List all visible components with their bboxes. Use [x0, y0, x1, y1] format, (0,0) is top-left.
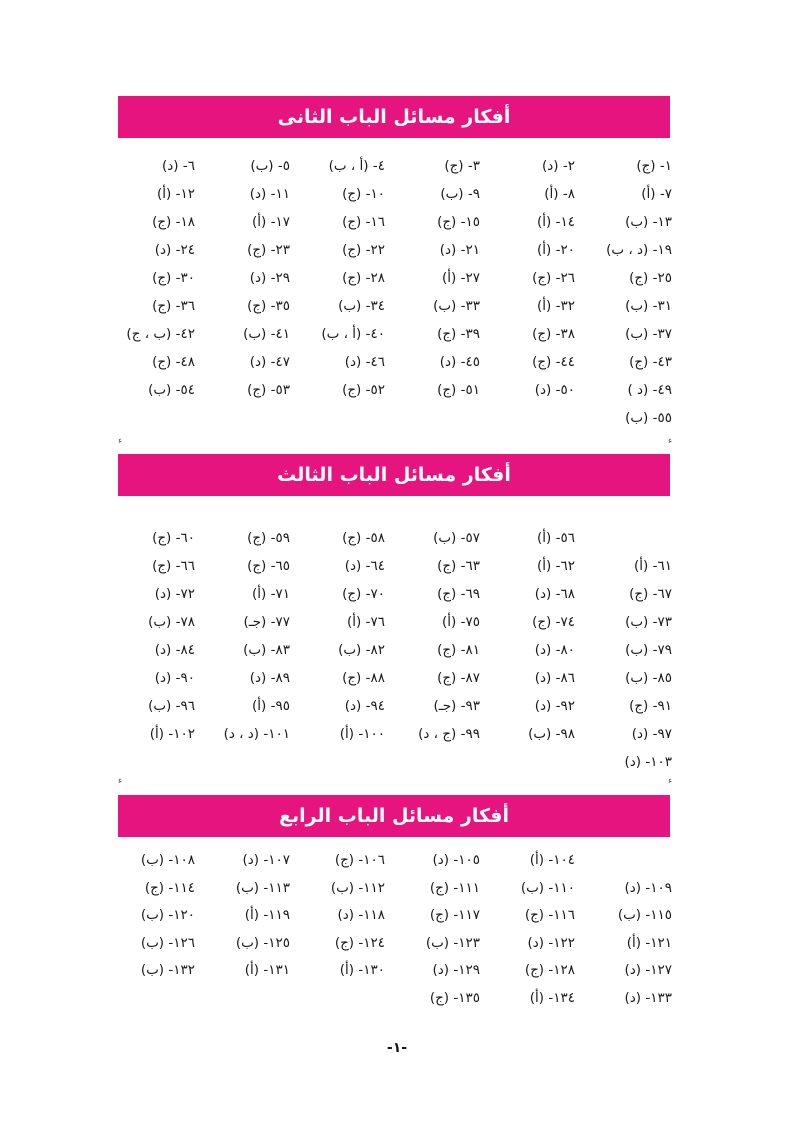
answer-item: ٢٣- (ج): [247, 242, 290, 258]
answer-item: ٤٤- (ج): [532, 354, 575, 370]
answer-item: ٦٤- (د): [344, 558, 385, 574]
answer-item: ١٠٦- (ج): [334, 852, 385, 868]
page-number: -١-: [386, 1040, 408, 1056]
answer-item: ٦٦- (ج): [152, 558, 195, 574]
answer-item: ١٣١- (أ): [244, 962, 290, 978]
answer-item: ١٨- (ج): [152, 214, 195, 230]
answer-item: ١١٦- (ج): [524, 907, 575, 923]
answer-item: ٢٦- (ج): [532, 270, 575, 286]
answer-item: ١٢٢- (د): [527, 934, 575, 951]
answer-item: ٧٦- (أ): [347, 614, 385, 630]
answer-item: ٣٦- (ج): [152, 298, 195, 314]
section-title-chapter-4: أفكار مسائل الباب الرابع: [118, 795, 670, 837]
answer-item: ٨٦- (د): [534, 670, 575, 686]
answer-item: ٥- (ب): [250, 158, 290, 174]
answer-item: ١١٥- (ب): [617, 907, 672, 923]
answer-item: ١٢٣- (ب): [425, 934, 480, 951]
answer-item: ٥٥- (ب): [625, 410, 672, 426]
answer-item: ٣١- (ب): [625, 298, 672, 314]
answer-item: ١٢- (أ): [157, 186, 195, 202]
answer-item: ١١٢- (ب): [330, 879, 385, 896]
answer-item: ٤٢- (ب ، ج): [126, 326, 195, 342]
answer-item: ٥٦- (أ): [537, 530, 575, 546]
section-title-chapter-2: أفكار مسائل الباب الثانى: [118, 96, 670, 138]
answer-item: ٤٧- (د): [249, 354, 290, 370]
answer-item: ٢٤- (د): [154, 242, 195, 258]
answer-item: ٧٨- (ب): [148, 614, 195, 630]
answer-item: ٨٧- (ج): [437, 670, 480, 686]
answer-item: ١٩- (د ، ب): [606, 242, 672, 258]
answer-item: ١٧- (أ): [252, 214, 290, 230]
answer-item: ٧٧- (جـ): [243, 614, 290, 630]
answer-item: ٢٨- (ج): [342, 270, 385, 286]
corner-mark: ء: [118, 776, 123, 786]
answer-item: ٤- (أ ، ب): [328, 158, 385, 174]
answer-item: ٩٤- (د): [344, 698, 385, 714]
answer-item: ١١٨- (د): [337, 907, 385, 923]
answer-item: ٧٠- (ج): [342, 586, 385, 602]
answer-item: ١٣- (ب): [625, 214, 672, 230]
corner-mark: ء: [118, 436, 123, 446]
answer-item: ٤٣- (ج): [629, 354, 672, 370]
answer-item: ٩٥- (أ): [252, 698, 290, 714]
answer-item: ٧٤- (ج): [532, 614, 575, 630]
answer-item: ١٠١- (د ، د): [223, 726, 290, 742]
answer-item: ٨٠- (د): [534, 642, 575, 658]
answer-item: ٣٤- (ب): [338, 298, 385, 314]
answer-item: ١٣٠- (أ): [339, 962, 385, 978]
answer-item: ٣٨- (ج): [532, 326, 575, 342]
answer-item: ١١- (د): [249, 186, 290, 202]
answer-item: ١٢٧- (د): [624, 962, 672, 978]
answer-item: ٦٧- (ج): [629, 586, 672, 602]
answer-item: ١٠٥- (د): [432, 852, 480, 868]
answer-item: ١١٩- (أ): [244, 907, 290, 923]
answer-item: ٧٣- (ب): [625, 614, 672, 630]
answer-item: ١٣٤- (أ): [529, 989, 575, 1006]
answer-item: ١٠- (ج): [342, 186, 385, 202]
answer-item: ٩٧- (د): [631, 726, 672, 742]
answer-item: ٩٦- (ب): [148, 698, 195, 714]
answer-item: ٩٩- (ج ، د): [418, 726, 480, 742]
answer-item: ٦١- (أ): [634, 558, 672, 574]
answer-item: ٣٩- (ج): [437, 326, 480, 342]
answer-item: ٢٥- (ج): [629, 270, 672, 286]
answer-item: ٥٤- (ب): [148, 382, 195, 398]
answer-item: ٢٠- (أ): [537, 242, 575, 258]
answer-item: ٦٢- (أ): [537, 558, 575, 574]
answer-item: ٣٣- (ب): [433, 298, 480, 314]
answer-item: ٩١- (ج): [629, 698, 672, 714]
answer-item: ٨- (أ): [544, 186, 575, 202]
answer-item: ٣٢- (أ): [537, 298, 575, 314]
answer-item: ١٠٤- (أ): [529, 852, 575, 868]
answer-item: ٥٧- (ب): [433, 530, 480, 546]
answer-item: ٩٨- (ب): [528, 726, 575, 742]
answer-item: ١٢٥- (ب): [235, 934, 290, 951]
answer-item: ٨٩- (د): [249, 670, 290, 686]
answer-item: ٢٢- (ج): [342, 242, 385, 258]
answer-item: ٦٩- (ج): [437, 586, 480, 602]
answer-item: ١٠٠- (أ): [339, 726, 385, 742]
answer-item: ٤٩- (د ): [627, 382, 672, 398]
answer-item: ٣- (ج): [444, 158, 480, 174]
corner-mark: ء: [668, 776, 673, 786]
answer-item: ٨٥- (ب): [625, 670, 672, 686]
answer-item: ١١٣- (ب): [235, 879, 290, 896]
answer-item: ٣٧- (ب): [625, 326, 672, 342]
section-title-chapter-3: أفكار مسائل الباب الثالث: [118, 454, 670, 496]
answer-item: ٣٥- (ج): [247, 298, 290, 314]
answer-item: ١٣٢- (ب): [140, 962, 195, 978]
answer-item: ٦٥- (ج): [247, 558, 290, 574]
answer-item: ٧- (أ): [641, 186, 672, 202]
answer-item: ١١٠- (ب): [520, 879, 575, 896]
answer-item: ٢٩- (د): [249, 270, 290, 286]
answer-item: ١٠٣- (د): [624, 754, 672, 770]
answer-item: ٤٦- (د): [344, 354, 385, 370]
answer-item: ١- (ج): [636, 158, 672, 174]
answer-item: ١١٧- (ج): [429, 907, 480, 923]
answer-item: ١٣٥- (ج): [429, 989, 480, 1006]
answer-item: ٧١- (أ): [252, 586, 290, 602]
answer-item: ٨٤- (د): [154, 642, 195, 658]
answer-item: ٥٣- (ج): [247, 382, 290, 398]
answer-item: ٩٠- (د): [154, 670, 195, 686]
answer-item: ٥٠- (د): [534, 382, 575, 398]
answer-item: ٢٧- (أ): [442, 270, 480, 286]
answer-item: ١١٤- (ج): [144, 879, 195, 896]
answer-item: ٨١- (ج): [437, 642, 480, 658]
answer-item: ١٤- (أ): [537, 214, 575, 230]
answer-item: ١٥- (ج): [437, 214, 480, 230]
answer-item: ٦٣- (ج): [437, 558, 480, 574]
answer-item: ٧٢- (د): [154, 586, 195, 602]
answer-item: ٩- (ب): [440, 186, 480, 202]
answer-item: ٢- (د): [542, 158, 575, 174]
answer-item: ٦- (د): [162, 158, 195, 174]
answer-item: ١٠٧- (د): [242, 852, 290, 868]
answer-item: ١٢٩- (د): [432, 962, 480, 978]
answer-item: ٥١- (ج): [437, 382, 480, 398]
answer-item: ١٢٤- (ج): [334, 934, 385, 951]
answer-item: ٩٣- (جـ): [433, 698, 480, 714]
answer-item: ٧٩- (ب): [625, 642, 672, 658]
answer-item: ٩٢- (د): [534, 698, 575, 714]
answer-item: ٦٨- (د): [534, 586, 575, 602]
answer-item: ٤١- (ب): [243, 326, 290, 342]
answer-item: ٥٨- (ج): [342, 530, 385, 546]
answer-item: ٣٠- (ج): [152, 270, 195, 286]
answer-item: ٧٥- (أ): [442, 614, 480, 630]
corner-mark: ء: [668, 436, 673, 446]
answer-item: ١٠٩- (د): [624, 879, 672, 896]
answer-item: ٨٣- (ب): [243, 642, 290, 658]
answer-item: ٤٨- (ج): [152, 354, 195, 370]
answer-item: ١٠٨- (ب): [140, 852, 195, 868]
answer-item: ٥٢- (ج): [342, 382, 385, 398]
answer-item: ١٢٨- (ج): [524, 962, 575, 978]
answer-item: ١١١- (ج): [429, 879, 480, 896]
answer-item: ١٣٣- (د): [624, 989, 672, 1006]
answer-item: ١٠٢- (أ): [149, 726, 195, 742]
answer-item: ٨٢- (ب): [338, 642, 385, 658]
answer-item: ٤٥- (د): [439, 354, 480, 370]
answer-item: ١٢١- (أ): [626, 934, 672, 951]
answer-item: ١٢٦- (ب): [140, 934, 195, 951]
answer-item: ١٦- (ج): [342, 214, 385, 230]
answer-item: ٤٠- (أ ، ب): [321, 326, 385, 342]
answer-item: ٨٨- (ج): [342, 670, 385, 686]
answer-item: ٦٠- (ج): [152, 530, 195, 546]
answer-item: ٥٩- (ج): [247, 530, 290, 546]
answer-item: ١٢٠- (ب): [140, 907, 195, 923]
answer-item: ٢١- (د): [439, 242, 480, 258]
